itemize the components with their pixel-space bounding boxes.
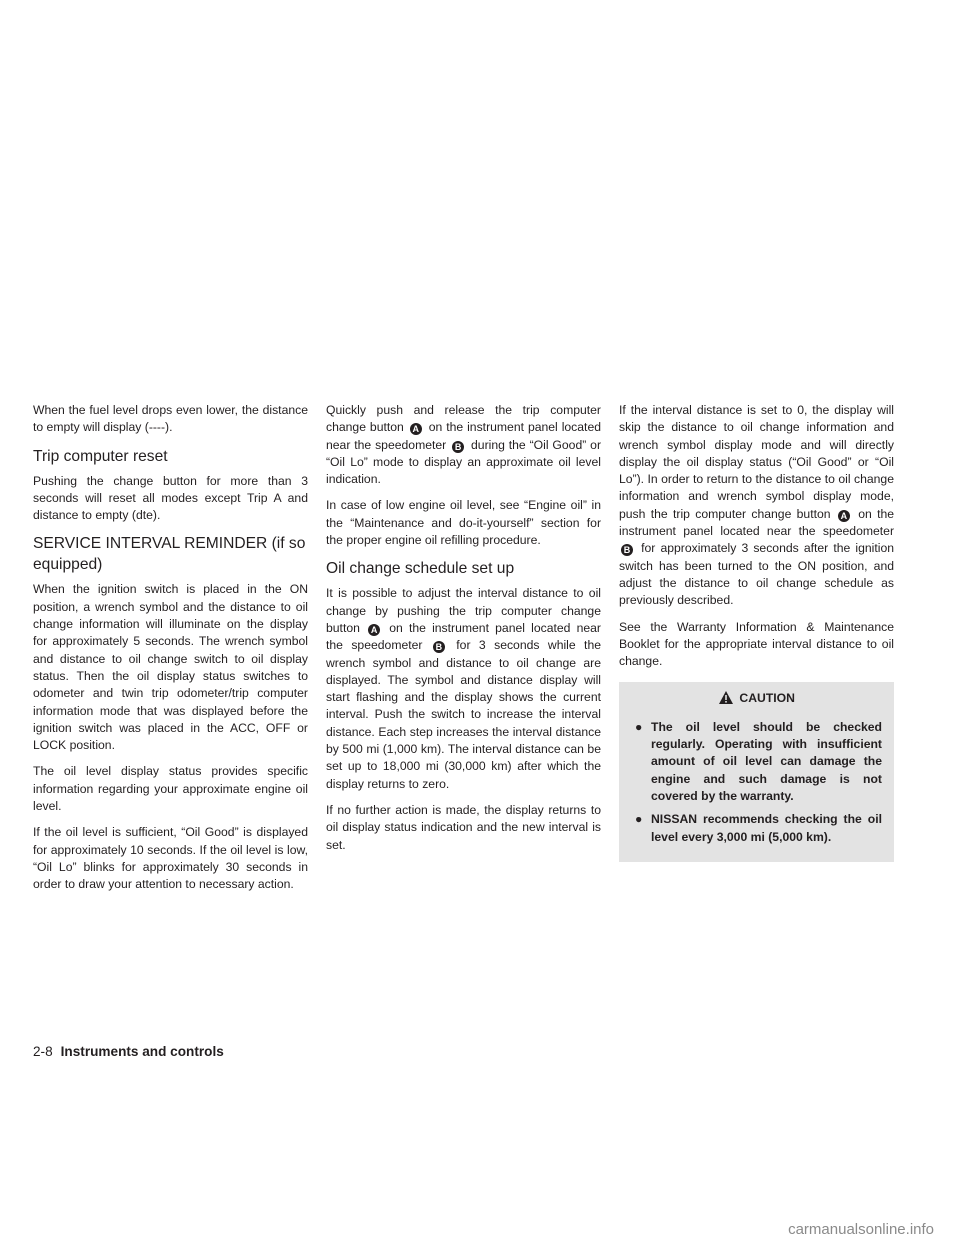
see-warranty-paragraph: See the Warranty Information & Maintenance Booklet for the appropriate interval distance to oil change. — [619, 619, 894, 669]
watermark-text: carmanualsonline.info — [788, 1221, 934, 1238]
quick-push-paragraph — [326, 402, 601, 488]
text-span: on the instrument panel located near the speedometer — [326, 620, 601, 653]
caution-item-text: NISSAN recommends checking the oil level every 3,000 mi (5,000 km). — [651, 812, 882, 844]
zero-interval-paragraph — [619, 402, 894, 610]
bullet-icon: ● — [635, 719, 643, 734]
left-column — [33, 402, 308, 903]
text-span: on the instrument panel located near the speedometer — [619, 506, 895, 539]
caution-item-text: The oil level should be checked regularly. Operating with insufficient amount of oil level can damage the engine and such damage is not covered by the warranty. — [651, 719, 882, 803]
caution-title: CAUTION — [739, 691, 795, 706]
text-span: Quickly push and release the trip computer change button — [326, 403, 601, 435]
section-title: Instruments and controls — [60, 1044, 224, 1059]
page-number: 2-8 — [33, 1044, 53, 1059]
oil-status-paragraph: The oil level display status provides specific information regarding your approximate engine oil level. — [33, 764, 308, 814]
adjust-interval-paragraph — [326, 585, 601, 793]
text-span: for approximately 3 seconds after the ignition switch has been turned to the ON position, and adjust the distance to oil change schedule as previously described. — [619, 541, 895, 608]
marker-a-icon: A — [410, 423, 422, 435]
marker-a-icon: A — [838, 510, 850, 522]
caution-header — [631, 690, 882, 710]
warning-triangle-icon — [718, 690, 734, 710]
text-span: If the interval distance is set to 0, the display will skip the distance to oil change information and wrench symbol display mode and will directly display the oil display status (“Oil Good” or “Oil Lo”). In order to return to the distance to oil change information and wrench symbol display mode, push the trip computer change button — [619, 403, 894, 521]
marker-b-icon: B — [452, 441, 464, 453]
oil-sufficient-paragraph: If the oil level is sufficient, “Oil Good” is displayed for approximately 10 seconds. If the oil level is low, “Oil Lo” blinks for approximately 30 seconds in order to draw your attention to necessary action. — [33, 825, 308, 892]
caution-item — [631, 811, 882, 846]
low-oil-paragraph: In case of low engine oil level, see “Engine oil” in the “Maintenance and do-it-yourself” section for the proper engine oil refilling procedure. — [326, 498, 601, 548]
ignition-paragraph: When the ignition switch is placed in the ON position, a wrench symbol and the distance to oil change information will illuminate on the display for approximately 5 seconds. The wrench symbol and distance to oil change switch to oil display status. Then the oil display status switches to odometer and twin trip odometer/trip computer information mode that was displayed before the ignition switch was placed in the ACC, OFF or LOCK position. — [33, 582, 308, 753]
marker-a-icon: A — [368, 624, 380, 636]
text-span: for 3 seconds while the wrench symbol and distance to oil change are displayed. The symbol and distance display will start flashing and the display shows the current interval. Push the switch to increase the interval distance. Each step increases the interval distance by 500 mi (1,000 km). The interval distance can be set up to 18,000 mi (30,000 km) after which the display returns to zero. — [326, 638, 602, 791]
no-further-action-paragraph: If no further action is made, the display returns to oil display status indication and the new interval is set. — [326, 802, 601, 852]
text-span: on the instrument panel located near the speedometer — [326, 420, 602, 452]
fuel-paragraph: When the fuel level drops even lower, the distance to empty will display (----). — [33, 403, 308, 435]
trip-reset-heading: Trip computer reset — [33, 447, 168, 465]
marker-b-icon: B — [433, 641, 445, 653]
trip-reset-paragraph: Pushing the change button for more than 3 seconds will reset all modes except Trip A and distance to empty (dte). — [33, 473, 308, 523]
text-span: It is possible to adjust the interval distance to oil change by pushing the trip computer change button — [326, 586, 601, 635]
service-reminder-heading: SERVICE INTERVAL REMINDER (if so equipped) — [33, 535, 306, 574]
marker-b-icon: B — [621, 544, 633, 556]
schedule-heading: Oil change schedule set up — [326, 560, 515, 578]
bullet-icon: ● — [635, 812, 643, 827]
caution-item — [631, 719, 882, 805]
text-span: during the “Oil Good” or “Oil Lo” mode to display an approximate oil level indication. — [326, 437, 602, 487]
right-column — [619, 402, 894, 862]
caution-box — [619, 682, 894, 861]
middle-column — [326, 402, 601, 863]
page-footer — [33, 1044, 224, 1059]
